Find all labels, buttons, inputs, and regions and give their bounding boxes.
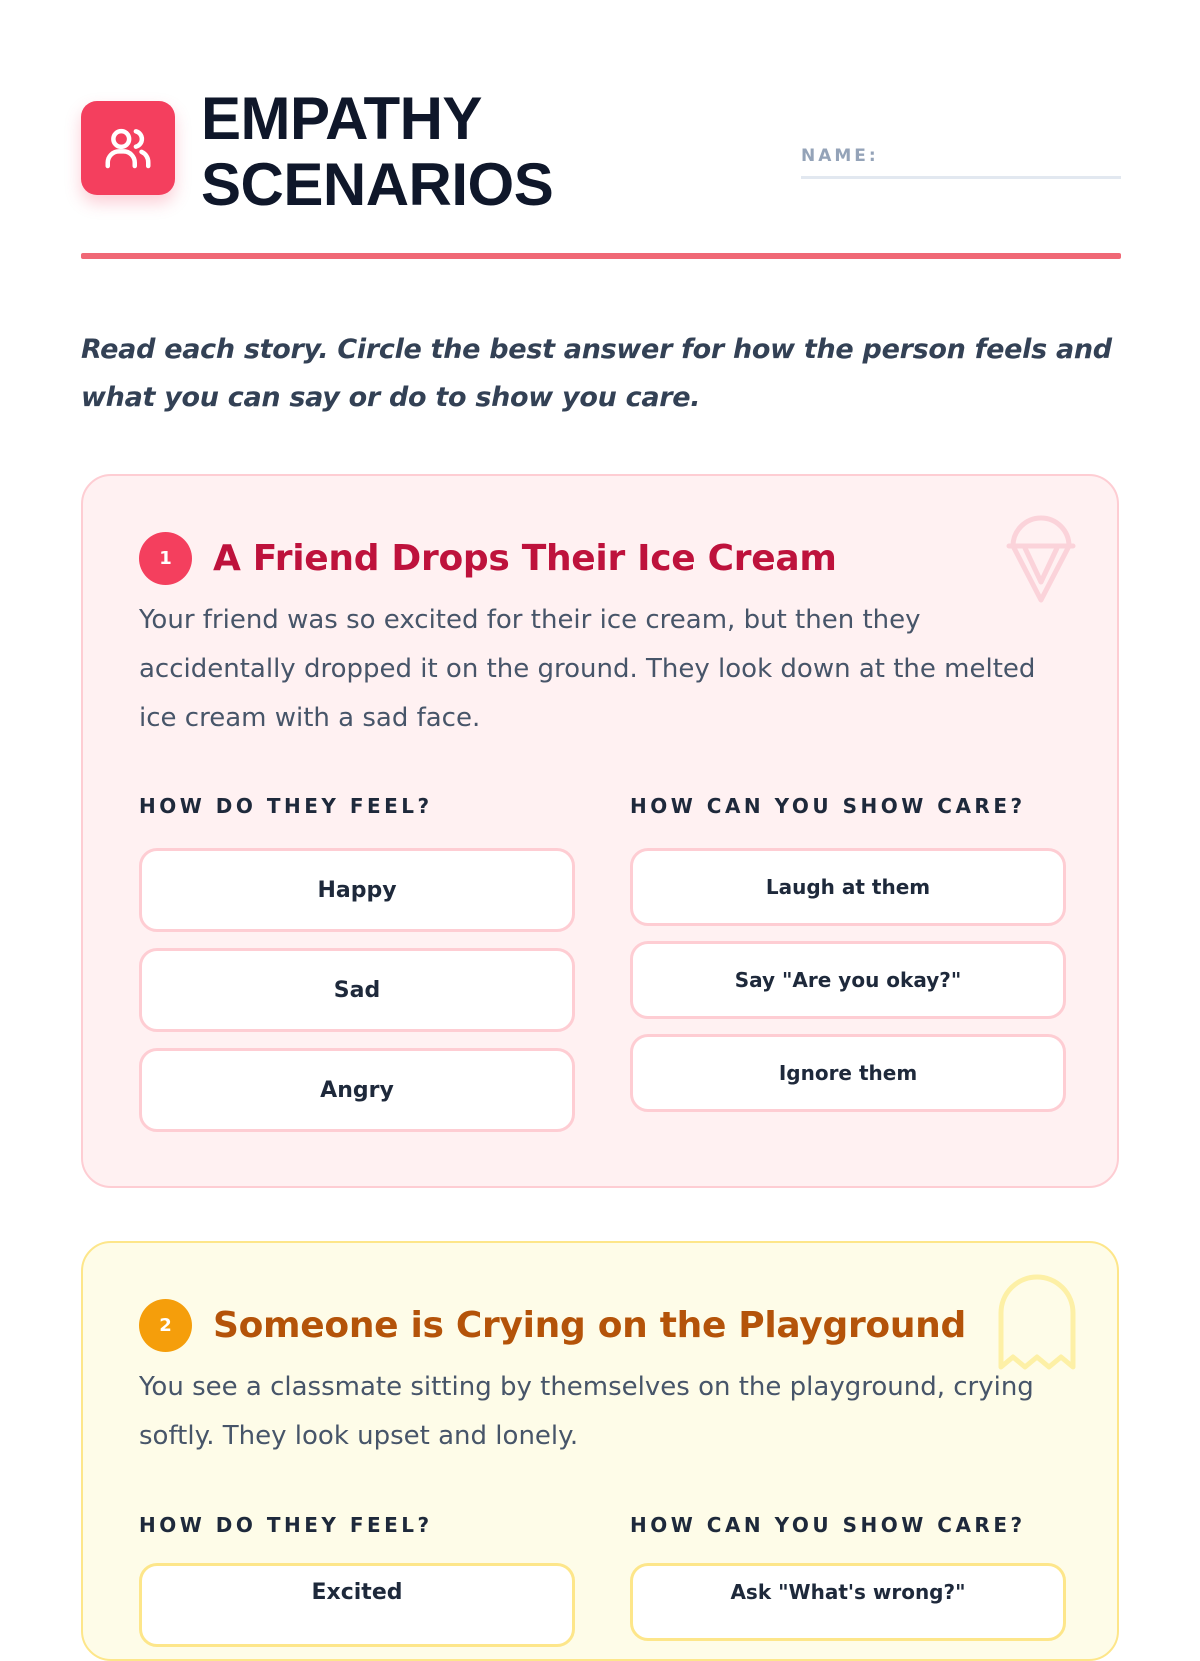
feel-option-angry[interactable]: Angry	[139, 1048, 575, 1132]
scenario-title: Someone is Crying on the Playground	[213, 1304, 966, 1346]
care-option-ask-wrong[interactable]: Ask "What's wrong?"	[630, 1563, 1066, 1641]
name-label: NAME:	[801, 146, 879, 166]
scenario-story: You see a classmate sitting by themselves on the playground, crying softly. They look upset and lonely.	[139, 1372, 1034, 1451]
people-icon	[81, 101, 175, 195]
name-field[interactable]	[801, 146, 1121, 179]
scenario-number: 2	[139, 1299, 192, 1352]
care-question: HOW CAN YOU SHOW CARE?	[630, 794, 1026, 818]
care-option-ask-okay[interactable]: Say "Are you okay?"	[630, 941, 1066, 1019]
ghost-icon	[995, 1273, 1079, 1377]
scenario-number: 1	[139, 532, 192, 585]
title-line-2: SCENARIOS	[201, 151, 554, 218]
instructions: Read each story. Circle the best answer for how the person feels and what you can say or do to show you care.	[81, 334, 1112, 413]
scenario-card-1	[81, 474, 1119, 1188]
page-title	[201, 86, 621, 218]
ice-cream-icon	[1005, 506, 1077, 610]
header-divider	[81, 253, 1121, 259]
feel-question: HOW DO THEY FEEL?	[139, 1513, 433, 1537]
worksheet-header	[81, 86, 1121, 216]
care-option-laugh[interactable]: Laugh at them	[630, 848, 1066, 926]
scenario-story: Your friend was so excited for their ice cream, but then they accidentally dropped it on the ground. They look down at the melted ice cream with a sad face.	[139, 605, 1036, 733]
scenario-title: A Friend Drops Their Ice Cream	[213, 537, 837, 579]
scenario-header	[139, 1297, 966, 1353]
care-question: HOW CAN YOU SHOW CARE?	[630, 1513, 1026, 1537]
feel-option-sad[interactable]: Sad	[139, 948, 575, 1032]
care-option-ignore[interactable]: Ignore them	[630, 1034, 1066, 1112]
feel-question: HOW DO THEY FEEL?	[139, 794, 433, 818]
feel-option-happy[interactable]: Happy	[139, 848, 575, 932]
title-line-1: EMPATHY	[201, 85, 482, 152]
feel-option-excited[interactable]: Excited	[139, 1563, 575, 1647]
scenario-card-2	[81, 1241, 1119, 1661]
scenario-header	[139, 530, 837, 586]
